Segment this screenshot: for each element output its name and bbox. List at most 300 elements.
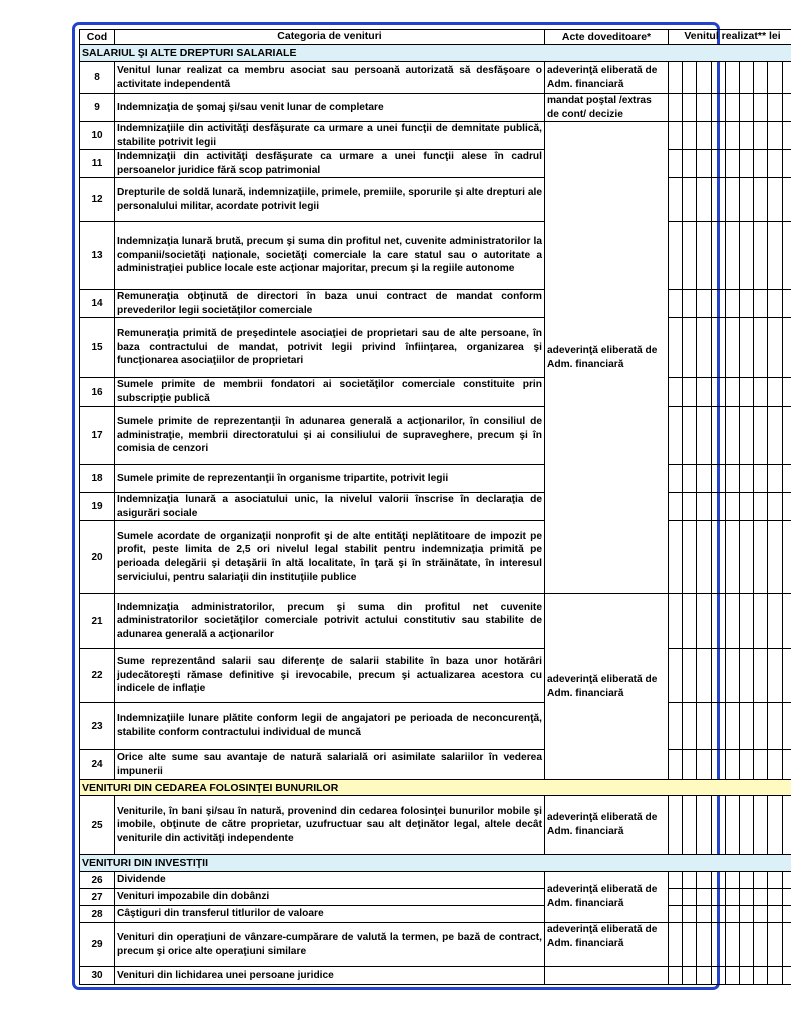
row-code: 25 xyxy=(79,796,115,855)
venit-month-cell[interactable] xyxy=(726,906,740,923)
venit-month-cell[interactable] xyxy=(754,122,768,150)
venit-month-cell[interactable] xyxy=(740,796,754,855)
venit-month-cell[interactable] xyxy=(726,889,740,906)
venit-month-cell[interactable] xyxy=(768,493,782,521)
header-acte: Acte doveditoare* xyxy=(545,29,669,45)
venit-month-cell[interactable] xyxy=(669,967,683,985)
venit-month-cell[interactable] xyxy=(726,872,740,889)
venit-month-cell[interactable] xyxy=(740,923,754,967)
venit-month-cell[interactable] xyxy=(754,150,768,178)
venit-month-cell[interactable] xyxy=(683,150,697,178)
venit-month-cell[interactable] xyxy=(754,493,768,521)
row-category-text: Sumele acordate de organizaţii nonprofit şi de alte entităţi neplătitoare de impozit pe profit, peste limita de 2,5 ori nivelul legal stabilit pentru indemnizaţia primită pe perioada delegării şi detaşării în altă localitate, în ţară şi în străinătate, în interesul serviciului, pentru salariaţii din instituţiile publice xyxy=(117,530,542,583)
row-category-text: Indemnizaţiile lunare plătite conform legii de angajatori pe perioada de neconcurenţă, stabilite conform contractului individual de muncă xyxy=(117,713,542,738)
venit-month-cell[interactable] xyxy=(697,967,711,985)
venit-month-cell[interactable] xyxy=(669,493,683,521)
venit-month-cell[interactable] xyxy=(712,649,726,703)
venit-month-cell[interactable] xyxy=(754,290,768,318)
venit-month-cell[interactable] xyxy=(683,521,697,594)
venit-month-cell[interactable] xyxy=(754,407,768,465)
row-code: 9 xyxy=(79,94,115,122)
venit-month-cell[interactable] xyxy=(783,465,791,493)
venit-month-cell[interactable] xyxy=(669,122,683,150)
venit-month-cell[interactable] xyxy=(697,649,711,703)
venit-month-cell[interactable] xyxy=(669,465,683,493)
row-category-text: Venitul lunar realizat ca membru asociat sau persoană autorizată să desfăşoare o activitate independentă xyxy=(117,64,542,90)
venit-month-cell[interactable] xyxy=(740,465,754,493)
venit-month-cell[interactable] xyxy=(712,62,726,94)
venit-month-cell[interactable] xyxy=(768,796,782,855)
venit-month-cell[interactable] xyxy=(683,906,697,923)
venit-month-cell[interactable] xyxy=(754,62,768,94)
row-category-text: Indemnizaţia lunară a asociatului unic, la nivelul valorii înscrise în declaraţia de asigurări sociale xyxy=(117,493,542,519)
venit-month-cell[interactable] xyxy=(712,122,726,150)
venit-month-cell[interactable] xyxy=(726,407,740,465)
table-row xyxy=(79,407,791,465)
venit-month-cell[interactable] xyxy=(726,703,740,750)
header-cod: Cod xyxy=(79,29,115,45)
venit-month-cell[interactable] xyxy=(697,465,711,493)
table-row xyxy=(79,967,791,985)
venit-month-cell[interactable] xyxy=(712,318,726,378)
venit-month-cell[interactable] xyxy=(740,378,754,407)
venit-month-cell[interactable] xyxy=(697,94,711,122)
venit-month-cell[interactable] xyxy=(754,967,768,985)
row-category xyxy=(115,178,545,222)
venit-month-cell[interactable] xyxy=(726,594,740,649)
row-code: 24 xyxy=(79,750,115,780)
venit-month-cell[interactable] xyxy=(740,222,754,290)
table-header xyxy=(79,29,791,45)
venit-month-cell[interactable] xyxy=(726,62,740,94)
row-code: 22 xyxy=(79,649,115,703)
venit-month-cell[interactable] xyxy=(783,407,791,465)
venit-month-cell[interactable] xyxy=(783,290,791,318)
venit-month-cell[interactable] xyxy=(712,378,726,407)
venit-month-cell[interactable] xyxy=(726,290,740,318)
venit-month-cell[interactable] xyxy=(712,872,726,889)
supporting-documents-cell xyxy=(545,594,669,780)
supporting-documents-cell xyxy=(545,872,669,923)
table-row xyxy=(79,94,791,122)
row-category xyxy=(115,594,545,649)
venit-month-cell[interactable] xyxy=(783,178,791,222)
venit-month-cell[interactable] xyxy=(669,150,683,178)
table-row xyxy=(79,889,791,906)
row-category xyxy=(115,62,545,94)
venit-month-cell[interactable] xyxy=(783,649,791,703)
table-row xyxy=(79,594,791,649)
row-category xyxy=(115,796,545,855)
venit-month-cell[interactable] xyxy=(783,967,791,985)
venit-month-cell[interactable] xyxy=(726,378,740,407)
venit-month-cell[interactable] xyxy=(683,889,697,906)
venit-month-cell[interactable] xyxy=(783,318,791,378)
venit-month-cell[interactable] xyxy=(712,967,726,985)
venit-month-cell[interactable] xyxy=(683,94,697,122)
venit-month-cell[interactable] xyxy=(754,594,768,649)
row-category-text: Indemnizaţii din activităţi desfăşurate ca urmare a unei funcţii alese în cadrul persoanelor juridice fără scop patrimonial xyxy=(117,150,542,176)
supporting-documents-text: adeverinţă eliberată de Adm. financiară xyxy=(547,924,658,949)
venit-month-cell[interactable] xyxy=(683,967,697,985)
section-title: SALARIUL ŞI ALTE DREPTURI SALARIALE xyxy=(79,45,791,62)
table-row xyxy=(79,290,791,318)
supporting-documents-text: adeverinţă eliberată de Adm. financiară xyxy=(547,64,658,90)
venit-month-cell[interactable] xyxy=(754,378,768,407)
venit-month-cell[interactable] xyxy=(697,150,711,178)
venit-month-cell[interactable] xyxy=(768,889,782,906)
venit-month-cell[interactable] xyxy=(768,290,782,318)
venit-month-cell[interactable] xyxy=(697,318,711,378)
venit-month-cell[interactable] xyxy=(712,594,726,649)
venit-month-cell[interactable] xyxy=(726,122,740,150)
table-row xyxy=(79,318,791,378)
venit-month-cell[interactable] xyxy=(669,796,683,855)
venit-month-cell[interactable] xyxy=(783,378,791,407)
venit-month-cell[interactable] xyxy=(726,521,740,594)
venit-month-cell[interactable] xyxy=(754,923,768,967)
venit-month-cell[interactable] xyxy=(726,465,740,493)
venit-month-cell[interactable] xyxy=(754,178,768,222)
venit-month-cell[interactable] xyxy=(683,290,697,318)
venit-month-cell[interactable] xyxy=(768,750,782,780)
venit-month-cell[interactable] xyxy=(768,923,782,967)
venit-month-cell[interactable] xyxy=(712,94,726,122)
venit-month-cell[interactable] xyxy=(726,178,740,222)
venit-month-cell[interactable] xyxy=(740,649,754,703)
row-code: 20 xyxy=(79,521,115,594)
venit-month-cell[interactable] xyxy=(669,923,683,967)
venit-month-cell[interactable] xyxy=(726,967,740,985)
venit-month-cell[interactable] xyxy=(726,318,740,378)
venit-month-cell[interactable] xyxy=(697,889,711,906)
venit-month-cell[interactable] xyxy=(669,290,683,318)
row-category-text: Sumele primite de membrii fondatori ai societăţilor comerciale constituite prin subscripţie publică xyxy=(117,379,542,404)
venit-month-cell[interactable] xyxy=(669,703,683,750)
venit-month-cell[interactable] xyxy=(712,178,726,222)
venit-month-cell[interactable] xyxy=(697,122,711,150)
row-category-text: Câştiguri din transferul titlurilor de valoare xyxy=(117,908,324,920)
row-category-text: Venituri din operaţiuni de vânzare-cumpărare de valută la termen, pe bază de contract, precum şi orice alte operaţiuni similare xyxy=(117,931,542,957)
venit-month-cell[interactable] xyxy=(726,222,740,290)
row-category-text: Sume reprezentând salarii sau diferenţe de salarii stabilite în baza unor hotărâri judecătoreşti rămase definitive şi irevocabile, precum şi actualizarea acestora cu indicele de inflaţie xyxy=(117,656,542,695)
table-row xyxy=(79,178,791,222)
venit-month-cell[interactable] xyxy=(697,703,711,750)
row-category xyxy=(115,750,545,780)
venit-month-cell[interactable] xyxy=(697,872,711,889)
row-code: 28 xyxy=(79,906,115,923)
row-category xyxy=(115,122,545,150)
venit-month-cell[interactable] xyxy=(768,594,782,649)
venit-month-cell[interactable] xyxy=(697,62,711,94)
venit-month-cell[interactable] xyxy=(754,872,768,889)
row-code: 29 xyxy=(79,923,115,967)
venit-month-cell[interactable] xyxy=(740,889,754,906)
venit-month-cell[interactable] xyxy=(754,649,768,703)
venit-month-cell[interactable] xyxy=(740,94,754,122)
venit-month-cell[interactable] xyxy=(683,750,697,780)
table-row xyxy=(79,703,791,750)
supporting-documents-text: adeverinţă eliberată de Adm. financiară xyxy=(547,673,658,699)
row-category xyxy=(115,493,545,521)
venit-month-cell[interactable] xyxy=(768,703,782,750)
venit-month-cell[interactable] xyxy=(712,222,726,290)
venit-month-cell[interactable] xyxy=(697,594,711,649)
venit-month-cell[interactable] xyxy=(768,62,782,94)
venit-month-cell[interactable] xyxy=(768,178,782,222)
venit-month-cell[interactable] xyxy=(740,967,754,985)
venit-month-cell[interactable] xyxy=(669,594,683,649)
row-category xyxy=(115,150,545,178)
venit-month-cell[interactable] xyxy=(740,594,754,649)
row-category-text: Orice alte sume sau avantaje de natură salarială ori asimilate salariilor în vederea impunerii xyxy=(117,751,542,777)
venit-month-cell[interactable] xyxy=(669,407,683,465)
row-category xyxy=(115,318,545,378)
venit-month-cell[interactable] xyxy=(669,889,683,906)
row-code: 15 xyxy=(79,318,115,378)
venit-month-cell[interactable] xyxy=(783,521,791,594)
venit-month-cell[interactable] xyxy=(768,150,782,178)
section-heading xyxy=(79,855,791,872)
venit-month-cell[interactable] xyxy=(783,222,791,290)
venit-month-cell[interactable] xyxy=(697,407,711,465)
venit-month-cell[interactable] xyxy=(683,923,697,967)
venit-month-cell[interactable] xyxy=(726,649,740,703)
venit-month-cell[interactable] xyxy=(783,750,791,780)
venit-month-cell[interactable] xyxy=(683,407,697,465)
table-row xyxy=(79,465,791,493)
venit-month-cell[interactable] xyxy=(740,493,754,521)
supporting-documents-cell xyxy=(545,122,669,594)
venit-month-cell[interactable] xyxy=(669,318,683,378)
header-categoria: Categoria de venituri xyxy=(115,29,545,45)
row-category xyxy=(115,703,545,750)
venit-month-cell[interactable] xyxy=(712,923,726,967)
venit-month-cell[interactable] xyxy=(669,222,683,290)
row-code: 13 xyxy=(79,222,115,290)
venit-month-cell[interactable] xyxy=(783,923,791,967)
venit-month-cell[interactable] xyxy=(783,94,791,122)
venit-month-cell[interactable] xyxy=(768,407,782,465)
row-category-text: Venituri impozabile din dobânzi xyxy=(117,891,270,903)
row-code: 10 xyxy=(79,122,115,150)
venit-month-cell[interactable] xyxy=(669,750,683,780)
row-category-text: Drepturile de soldă lunară, indemnizaţiile, primele, premiile, sporurile şi alte drepturi ale personalului militar, acordate potrivit legii xyxy=(117,186,542,212)
venit-month-cell[interactable] xyxy=(697,290,711,318)
row-category xyxy=(115,407,545,465)
venit-month-cell[interactable] xyxy=(754,318,768,378)
venit-month-cell[interactable] xyxy=(754,465,768,493)
venit-month-cell[interactable] xyxy=(669,521,683,594)
table-row xyxy=(79,750,791,780)
venit-month-cell[interactable] xyxy=(768,318,782,378)
row-code: 26 xyxy=(79,872,115,889)
venit-month-cell[interactable] xyxy=(768,465,782,493)
venit-month-cell[interactable] xyxy=(697,906,711,923)
venit-month-cell[interactable] xyxy=(697,222,711,290)
table-row xyxy=(79,222,791,290)
venit-month-cell[interactable] xyxy=(754,889,768,906)
row-code: 16 xyxy=(79,378,115,407)
venit-month-cell[interactable] xyxy=(754,94,768,122)
venit-month-cell[interactable] xyxy=(712,407,726,465)
venit-month-cell[interactable] xyxy=(712,906,726,923)
table-row xyxy=(79,493,791,521)
venit-month-cell[interactable] xyxy=(712,290,726,318)
row-code: 12 xyxy=(79,178,115,222)
venit-month-cell[interactable] xyxy=(669,906,683,923)
venit-month-cell[interactable] xyxy=(669,872,683,889)
venit-month-cell[interactable] xyxy=(683,796,697,855)
table-row xyxy=(79,378,791,407)
row-category-text: Veniturile, în bani şi/sau în natură, provenind din cedarea folosinţei bunurilor mobile şi imobile, obţinute de către proprietar, uzufructuar sau alt deţinător legal, altele decât veniturile din activităţi independente xyxy=(117,805,542,844)
venit-month-cell[interactable] xyxy=(683,649,697,703)
row-code: 8 xyxy=(79,62,115,94)
table-row xyxy=(79,122,791,150)
row-code: 21 xyxy=(79,594,115,649)
venit-month-cell[interactable] xyxy=(697,521,711,594)
venit-month-cell[interactable] xyxy=(740,318,754,378)
venit-month-cell[interactable] xyxy=(683,122,697,150)
venit-month-cell[interactable] xyxy=(697,493,711,521)
venit-month-cell[interactable] xyxy=(726,493,740,521)
venit-month-cell[interactable] xyxy=(768,906,782,923)
row-category-text: Indemnizaţia administratorilor, precum şi suma din profitul net cuvenite administratorilor societăţilor comerciale potrivit actului constitutiv sau stabilite de adunarea generală a acţionarilor xyxy=(117,601,542,640)
venit-month-cell[interactable] xyxy=(754,222,768,290)
venit-month-cell[interactable] xyxy=(740,703,754,750)
venit-month-cell[interactable] xyxy=(768,872,782,889)
venit-month-cell[interactable] xyxy=(669,649,683,703)
venit-month-cell[interactable] xyxy=(683,222,697,290)
venit-month-cell[interactable] xyxy=(726,750,740,780)
table-row xyxy=(79,796,791,855)
venit-month-cell[interactable] xyxy=(754,703,768,750)
row-category xyxy=(115,649,545,703)
venit-month-cell[interactable] xyxy=(712,150,726,178)
venit-month-cell[interactable] xyxy=(726,796,740,855)
venit-month-cell[interactable] xyxy=(783,703,791,750)
row-category-text: Sumele primite de reprezentanţii în organisme tripartite, potrivit legii xyxy=(117,472,449,484)
venit-month-cell[interactable] xyxy=(726,923,740,967)
venit-month-cell[interactable] xyxy=(783,493,791,521)
venit-month-cell[interactable] xyxy=(768,122,782,150)
venit-month-cell[interactable] xyxy=(754,906,768,923)
venit-month-cell[interactable] xyxy=(740,521,754,594)
venit-month-cell[interactable] xyxy=(683,703,697,750)
row-code: 11 xyxy=(79,150,115,178)
venit-month-cell[interactable] xyxy=(783,796,791,855)
row-category xyxy=(115,378,545,407)
row-code: 23 xyxy=(79,703,115,750)
venit-month-cell[interactable] xyxy=(783,889,791,906)
venit-month-cell[interactable] xyxy=(740,872,754,889)
venit-month-cell[interactable] xyxy=(683,62,697,94)
row-category xyxy=(115,222,545,290)
venit-month-cell[interactable] xyxy=(783,906,791,923)
venit-month-cell[interactable] xyxy=(740,290,754,318)
venit-month-cell[interactable] xyxy=(683,465,697,493)
venit-month-cell[interactable] xyxy=(768,378,782,407)
row-category-text: Indemnizaţia lunară brută, precum şi suma din profitul net, cuvenite administratorilor la companii/societăţi naţionale, societăţi comerciale la care statul sau o autoritate a administraţiei publice locale este acţionar majoritar, precum şi la regiile autonome xyxy=(117,236,542,275)
row-code: 19 xyxy=(79,493,115,521)
venit-month-cell[interactable] xyxy=(683,318,697,378)
venit-month-cell[interactable] xyxy=(697,378,711,407)
venit-month-cell[interactable] xyxy=(740,62,754,94)
venit-month-cell[interactable] xyxy=(754,521,768,594)
venit-month-cell[interactable] xyxy=(697,750,711,780)
venit-month-cell[interactable] xyxy=(683,178,697,222)
venit-month-cell[interactable] xyxy=(768,94,782,122)
venit-month-cell[interactable] xyxy=(712,521,726,594)
table-row xyxy=(79,62,791,94)
venit-month-cell[interactable] xyxy=(740,122,754,150)
venit-month-cell[interactable] xyxy=(697,923,711,967)
venit-month-cell[interactable] xyxy=(669,178,683,222)
row-category xyxy=(115,889,545,906)
venit-month-cell[interactable] xyxy=(754,796,768,855)
venit-month-cell[interactable] xyxy=(683,493,697,521)
venit-month-cell[interactable] xyxy=(712,465,726,493)
venit-month-cell[interactable] xyxy=(712,750,726,780)
venit-month-cell[interactable] xyxy=(768,967,782,985)
supporting-documents-empty xyxy=(545,967,669,985)
supporting-documents-cell xyxy=(545,94,669,122)
venit-month-cell[interactable] xyxy=(683,594,697,649)
venit-month-cell[interactable] xyxy=(754,750,768,780)
venit-month-cell[interactable] xyxy=(768,222,782,290)
venit-month-cell[interactable] xyxy=(712,796,726,855)
venit-month-cell[interactable] xyxy=(726,150,740,178)
header-venit: Venitul realizat** lei xyxy=(669,29,791,45)
venit-month-cell[interactable] xyxy=(783,150,791,178)
venit-month-cell[interactable] xyxy=(783,872,791,889)
supporting-documents-cell xyxy=(545,796,669,855)
venit-month-cell[interactable] xyxy=(783,122,791,150)
venit-month-cell[interactable] xyxy=(740,750,754,780)
venit-month-cell[interactable] xyxy=(740,407,754,465)
venit-month-cell[interactable] xyxy=(783,62,791,94)
venit-month-cell[interactable] xyxy=(683,872,697,889)
venit-month-cell[interactable] xyxy=(740,178,754,222)
venit-month-cell[interactable] xyxy=(768,649,782,703)
venit-month-cell[interactable] xyxy=(669,94,683,122)
section-title: VENITURI DIN CEDAREA FOLOSINŢEI BUNURILOR xyxy=(79,780,791,796)
venit-month-cell[interactable] xyxy=(740,906,754,923)
venit-month-cell[interactable] xyxy=(697,178,711,222)
supporting-documents-cell xyxy=(545,923,669,967)
row-code: 30 xyxy=(79,967,115,985)
supporting-documents-text: adeverinţă eliberată de Adm. financiară xyxy=(547,344,658,370)
supporting-documents-cell xyxy=(545,62,669,94)
venit-month-cell[interactable] xyxy=(697,796,711,855)
venit-month-cell[interactable] xyxy=(712,493,726,521)
row-category xyxy=(115,94,545,122)
venit-month-cell[interactable] xyxy=(783,594,791,649)
venit-month-cell[interactable] xyxy=(683,378,697,407)
venit-month-cell[interactable] xyxy=(712,703,726,750)
row-category xyxy=(115,290,545,318)
venit-month-cell[interactable] xyxy=(768,521,782,594)
row-category xyxy=(115,521,545,594)
venit-month-cell[interactable] xyxy=(712,889,726,906)
venit-month-cell[interactable] xyxy=(669,378,683,407)
row-category-text: Indemnizaţia de şomaj şi/sau venit lunar de completare xyxy=(117,101,384,113)
venit-month-cell[interactable] xyxy=(740,150,754,178)
row-code: 17 xyxy=(79,407,115,465)
venit-month-cell[interactable] xyxy=(726,94,740,122)
supporting-documents-text: adeverinţă eliberată de Adm. financiară xyxy=(547,884,658,909)
venit-month-cell[interactable] xyxy=(669,62,683,94)
